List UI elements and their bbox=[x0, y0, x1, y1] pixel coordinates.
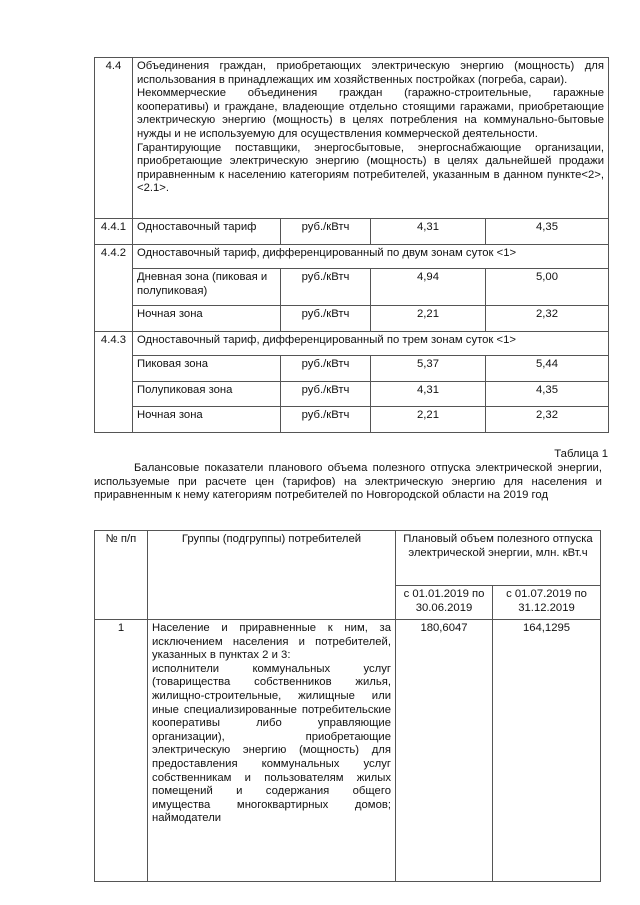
header-row bbox=[95, 531, 601, 586]
table-row bbox=[95, 58, 609, 219]
value-h2: 4,35 bbox=[486, 219, 609, 245]
paragraph: Население и приравненные к ним, за исключением населения и потребителей, указанных в пунктах 2 и 3: bbox=[152, 622, 391, 662]
unit: руб./кВтч bbox=[281, 382, 371, 407]
value-h2: 4,35 bbox=[486, 382, 609, 407]
value-h2: 2,32 bbox=[486, 306, 609, 332]
row-number: 4.4 bbox=[95, 58, 133, 219]
tariff-name: Ночная зона bbox=[133, 407, 281, 433]
tariff-name: Пиковая зона bbox=[133, 356, 281, 382]
table-row bbox=[95, 306, 609, 332]
unit: руб./кВтч bbox=[281, 269, 371, 306]
group-description bbox=[148, 620, 396, 882]
unit: руб./кВтч bbox=[281, 219, 371, 245]
tariff-table bbox=[94, 57, 609, 433]
header-group: Группы (подгруппы) потребителей bbox=[148, 531, 396, 620]
balance-table bbox=[94, 530, 601, 882]
value-h1: 2,21 bbox=[371, 306, 486, 332]
table-row bbox=[95, 382, 609, 407]
header-volume: Плановый объем полезного отпуска электрической энергии, млн. кВт.ч bbox=[396, 531, 601, 586]
value-h1: 4,31 bbox=[371, 382, 486, 407]
paragraph: Гарантирующие поставщики, энергосбытовые, энергоснабжающие организации, приобретающие электрическую энергию (мощность) в целях дальнейшей продажи приравненным к населению категориям потребителей, указанным в данном пункте<2>, <2.1>. bbox=[137, 141, 605, 195]
table-label: Таблица 1 bbox=[554, 448, 608, 460]
row-number: 1 bbox=[95, 620, 148, 882]
value-h1: 4,31 bbox=[371, 219, 486, 245]
value-h1: 4,94 bbox=[371, 269, 486, 306]
table-row bbox=[95, 219, 609, 245]
table-row bbox=[95, 332, 609, 356]
value-h2: 5,44 bbox=[486, 356, 609, 382]
paragraph: Объединения граждан, приобретающих электрическую энергию (мощность) для использования в принадлежащих им хозяйственных постройках (погреба, сараи). bbox=[137, 60, 605, 86]
category-description bbox=[133, 58, 609, 219]
table-row bbox=[95, 245, 609, 269]
value-h2: 5,00 bbox=[486, 269, 609, 306]
tariff-name: Одноставочный тариф bbox=[133, 219, 281, 245]
header-period-2: с 01.07.2019 по 31.12.2019 bbox=[493, 586, 601, 620]
tariff-name: Полупиковая зона bbox=[133, 382, 281, 407]
section-title: Одноставочный тариф, дифференцированный по двум зонам суток <1> bbox=[133, 245, 609, 269]
unit: руб./кВтч bbox=[281, 356, 371, 382]
value-h1: 5,37 bbox=[371, 356, 486, 382]
table-caption: Балансовые показатели планового объема полезного отпуска электрической энергии, используемые при расчете цен (тарифов) на электрическую энергию для населения и приравненным к нему категориям потребителей по Новгородской области на 2019 год bbox=[94, 462, 602, 502]
row-number: 4.4.1 bbox=[95, 219, 133, 245]
value-h1: 2,21 bbox=[371, 407, 486, 433]
value-period-2: 164,1295 bbox=[493, 620, 601, 882]
header-period-1: с 01.01.2019 по 30.06.2019 bbox=[396, 586, 493, 620]
tariff-name: Ночная зона bbox=[133, 306, 281, 332]
header-num: № п/п bbox=[95, 531, 148, 620]
unit: руб./кВтч bbox=[281, 407, 371, 433]
section-title: Одноставочный тариф, дифференцированный по трем зонам суток <1> bbox=[133, 332, 609, 356]
row-number: 4.4.3 bbox=[95, 332, 133, 433]
paragraph: Некоммерческие объединения граждан (гаражно-строительные, гаражные кооперативы) и граждане, владеющие отдельно стоящими гаражами, приобретающие электрическую энергию (мощность) в целях потребления на коммунально-бытовые нужды и не используемую для осуществления коммерческой деятельности. bbox=[137, 87, 605, 140]
tariff-name: Дневная зона (пиковая и полупиковая) bbox=[133, 269, 281, 306]
paragraph: исполнители коммунальных услуг (товарищества собственников жилья, жилищно-строительные, жилищные или иные специализированные потребительские кооперативы либо управляющие организации), приобретающие электрическую энергию (мощность) для предоставления коммунальных услуг собственникам и пользователям жилых помещений и содержания общего имущества многоквартирных домов; наймодатели bbox=[152, 662, 391, 825]
row-number: 4.4.2 bbox=[95, 245, 133, 332]
table-row bbox=[95, 269, 609, 306]
unit: руб./кВтч bbox=[281, 306, 371, 332]
table-row bbox=[95, 620, 601, 882]
value-period-1: 180,6047 bbox=[396, 620, 493, 882]
table-row bbox=[95, 356, 609, 382]
table-row bbox=[95, 407, 609, 433]
value-h2: 2,32 bbox=[486, 407, 609, 433]
